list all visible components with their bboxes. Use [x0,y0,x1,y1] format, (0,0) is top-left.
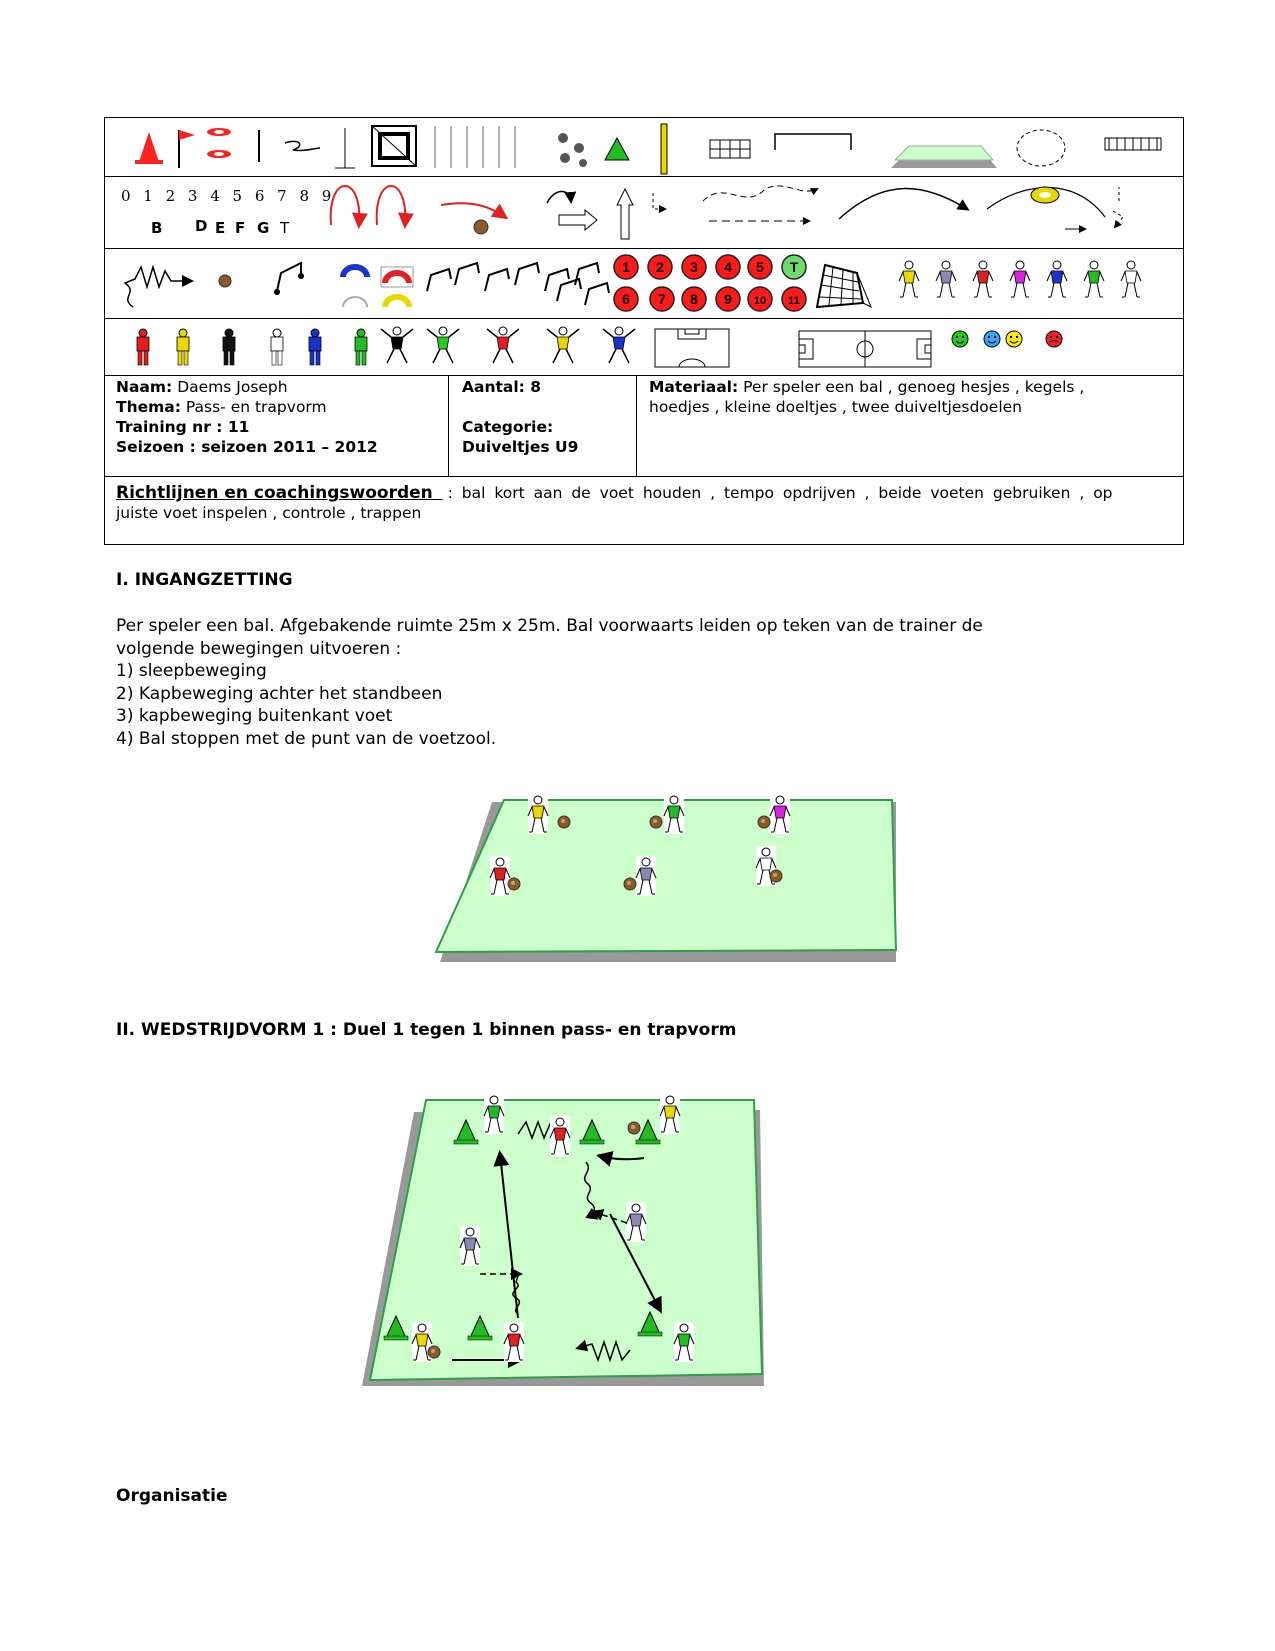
section1-line1: Per speler een bal. Afgebakende ruimte 25m x 25m. Bal voorwaarts leiden op teken van de trainer de [116,616,983,636]
ball-icon [219,275,231,287]
kit-player-icon [137,329,149,365]
section2-heading: II. WEDSTRIJDVORM 1 : Duel 1 tegen 1 binnen pass- en trapvorm [116,1020,737,1040]
dashed-zigzag-icon [1113,187,1123,227]
legend-player-icon [1047,259,1067,299]
info-materiaal-block [649,377,1179,417]
kit-player-icon [309,329,321,365]
smiley-blue-icon [984,331,1000,347]
ingangzetting-field-diagram [430,790,900,970]
half-field-icon [655,329,729,367]
thema-label: Thema: [116,398,181,416]
legend-player-icon [1084,259,1104,299]
richtlijnen-line1: : bal kort aan de voet houden , tempo opdrijven , beide voeten gebruiken , op [447,484,1113,502]
small-goal-icon [710,140,750,158]
cone-icon [135,132,163,164]
marker-4 [716,255,740,279]
legend-row-lines-arrows [105,177,1183,249]
richtlijnen-block [116,483,1176,523]
legend-player-icon [936,259,956,299]
field-player-icon [664,794,684,834]
marker-8 [682,287,706,311]
field-player-icon [460,1226,480,1266]
naam-label: Naam: [116,378,173,396]
legend-letter-g: G [257,219,270,237]
legend-digits: 0 1 2 3 4 5 6 7 8 9 [121,187,336,205]
hurdle-row-icon [427,263,609,305]
ball-icon [474,220,488,234]
marker-1 [614,255,638,279]
info-aantal-block [462,377,632,457]
marker-9 [716,287,740,311]
pole-yellow-icon [661,124,667,174]
hollow-arrow-up-icon [617,189,633,239]
legend-letter-f: F [235,219,246,237]
marker-label: 7 [658,291,666,307]
marker-6 [614,287,638,311]
kit-player-icon [177,329,189,365]
section1-body [116,615,1176,750]
kit-player-icon [271,329,283,365]
marker-5 [748,255,772,279]
legend-letter-d: D [195,217,208,235]
marker-label: T [789,259,799,275]
materiaal-line2: hoedjes , kleine doeltjes , twee duiveltjesdoelen [649,398,1022,416]
marker-label: 11 [788,295,800,307]
field-icon [891,146,997,168]
field-player-icon [550,1116,570,1156]
marker-label: 1 [622,259,630,275]
marker-2 [648,255,672,279]
poles-row-icon [435,126,515,168]
legend-row-equipment [105,118,1183,177]
rebound-goal-icon [809,255,879,315]
curved-pass-arrow-icon [839,188,967,219]
field-player-icon [490,856,510,896]
duel-field-diagram [360,1090,770,1390]
dribble-arrow-icon [125,267,191,307]
goalkeeper-icon [487,327,519,363]
goalkeeper-icon [547,327,579,363]
legend-row-markers-players [105,249,1183,319]
legend-letter-e: E [215,219,226,237]
info-naam-block [116,377,446,457]
richtlijnen-line2: juiste voet inspelen , controle , trappen [116,504,422,522]
marker-10 [748,287,772,311]
seizoen: Seizoen : seizoen 2011 – 2012 [116,438,378,456]
marker-label: 9 [724,291,732,307]
legend-player-icon [1121,259,1141,299]
materiaal-line1: Per speler een bal , genoeg hesjes , kegels , [743,378,1085,396]
goalkeeper-icon [427,327,459,363]
field-player-icon [484,1094,504,1134]
goal-icon [775,134,851,150]
red-curved-arrows-icon [331,186,505,225]
section1-item2: 2) Kapbeweging achter het standbeen [116,683,443,704]
section1-heading: I. INGANGZETTING [116,570,293,590]
training-info-row [105,376,1183,477]
legend-player-icon [899,259,919,299]
wall-goal-icon [1105,138,1161,150]
legend-letter-b: B [151,219,163,237]
field-player-icon [636,856,656,896]
naam-value: Daems Joseph [177,378,288,396]
marker-3 [682,255,706,279]
field-player-icon [626,1202,646,1242]
field-player-icon [770,794,790,834]
aantal: Aantal: 8 [462,378,542,396]
dashed-wave-arrow-icon [703,186,817,201]
legend-arrow-symbols [105,177,1183,247]
blue-hurdle-icon [343,267,367,277]
goalkeeper-icon [603,327,635,363]
smiley-red-icon [1046,331,1062,347]
hat-cone-icon [605,138,629,160]
symbol-legend-table [104,117,1184,545]
marker-label: 2 [656,259,664,275]
legend-row-kits-fields [105,319,1183,376]
grey-hurdle-icon [343,297,367,307]
section1-item3: 3) kapbeweging buitenkant voet [116,706,393,726]
zone-circle-icon [1017,130,1065,166]
turn-arrow-icon [547,192,571,204]
equipment-symbols [105,118,1183,176]
marker-label: 6 [622,291,630,307]
disc-cone-icon [207,128,231,158]
section1-item1: 1) sleepbeweging [116,661,267,681]
marker-label: 10 [753,295,767,307]
goalkeeper-icon [381,327,413,363]
thema-value: Pass- en trapvorm [185,398,327,416]
field-player-icon [528,794,548,834]
legend-player-icon [973,259,993,299]
kit-player-icon [355,329,367,365]
full-field-icon [799,331,931,367]
section3-heading: Organisatie [116,1486,228,1506]
legend-letter-t: T [280,219,290,237]
richtlijnen-label: Richtlijnen en coachingswoorden [116,483,433,503]
dashed-turn-arrow-icon [653,193,665,209]
marker-11 [782,287,806,311]
smiley-green-icon [952,331,968,347]
marker-label: 5 [756,259,764,275]
materiaal-label: Materiaal: [649,378,739,396]
legend-player-icon [1010,259,1030,299]
marker-label: 4 [724,259,732,275]
section1-line2: volgende bewegingen uitvoeren : [116,638,402,659]
box-icon [372,126,416,166]
marker-7 [650,287,674,311]
corner-flag-icon [179,130,195,168]
kit-player-icon [223,329,235,365]
hurdle-small-icon [277,263,301,291]
hurdle-icon [285,141,320,150]
field-player-icon [674,1322,694,1362]
hollow-arrow-right-icon [559,210,597,230]
categorie-label: Categorie: [462,418,554,436]
categorie-value: Duiveltjes U9 [462,438,579,456]
legend-kit-symbols [105,319,1183,375]
balls-icon [558,133,587,167]
marker-label: 3 [690,259,698,275]
field-player-icon [504,1322,524,1362]
section1-item4: 4) Bal stoppen met de punt van de voetzool. [116,728,497,749]
smiley-yellow-icon [1006,331,1022,347]
field-player-icon [660,1094,680,1134]
marker-label: 8 [690,291,698,307]
yellow-hurdle-icon [385,297,409,307]
numbered-markers [610,249,810,319]
training-nr: Training nr : 11 [116,418,250,436]
post-icon [335,128,355,168]
marker-T [782,255,806,279]
legend-player-icons [895,257,1175,313]
